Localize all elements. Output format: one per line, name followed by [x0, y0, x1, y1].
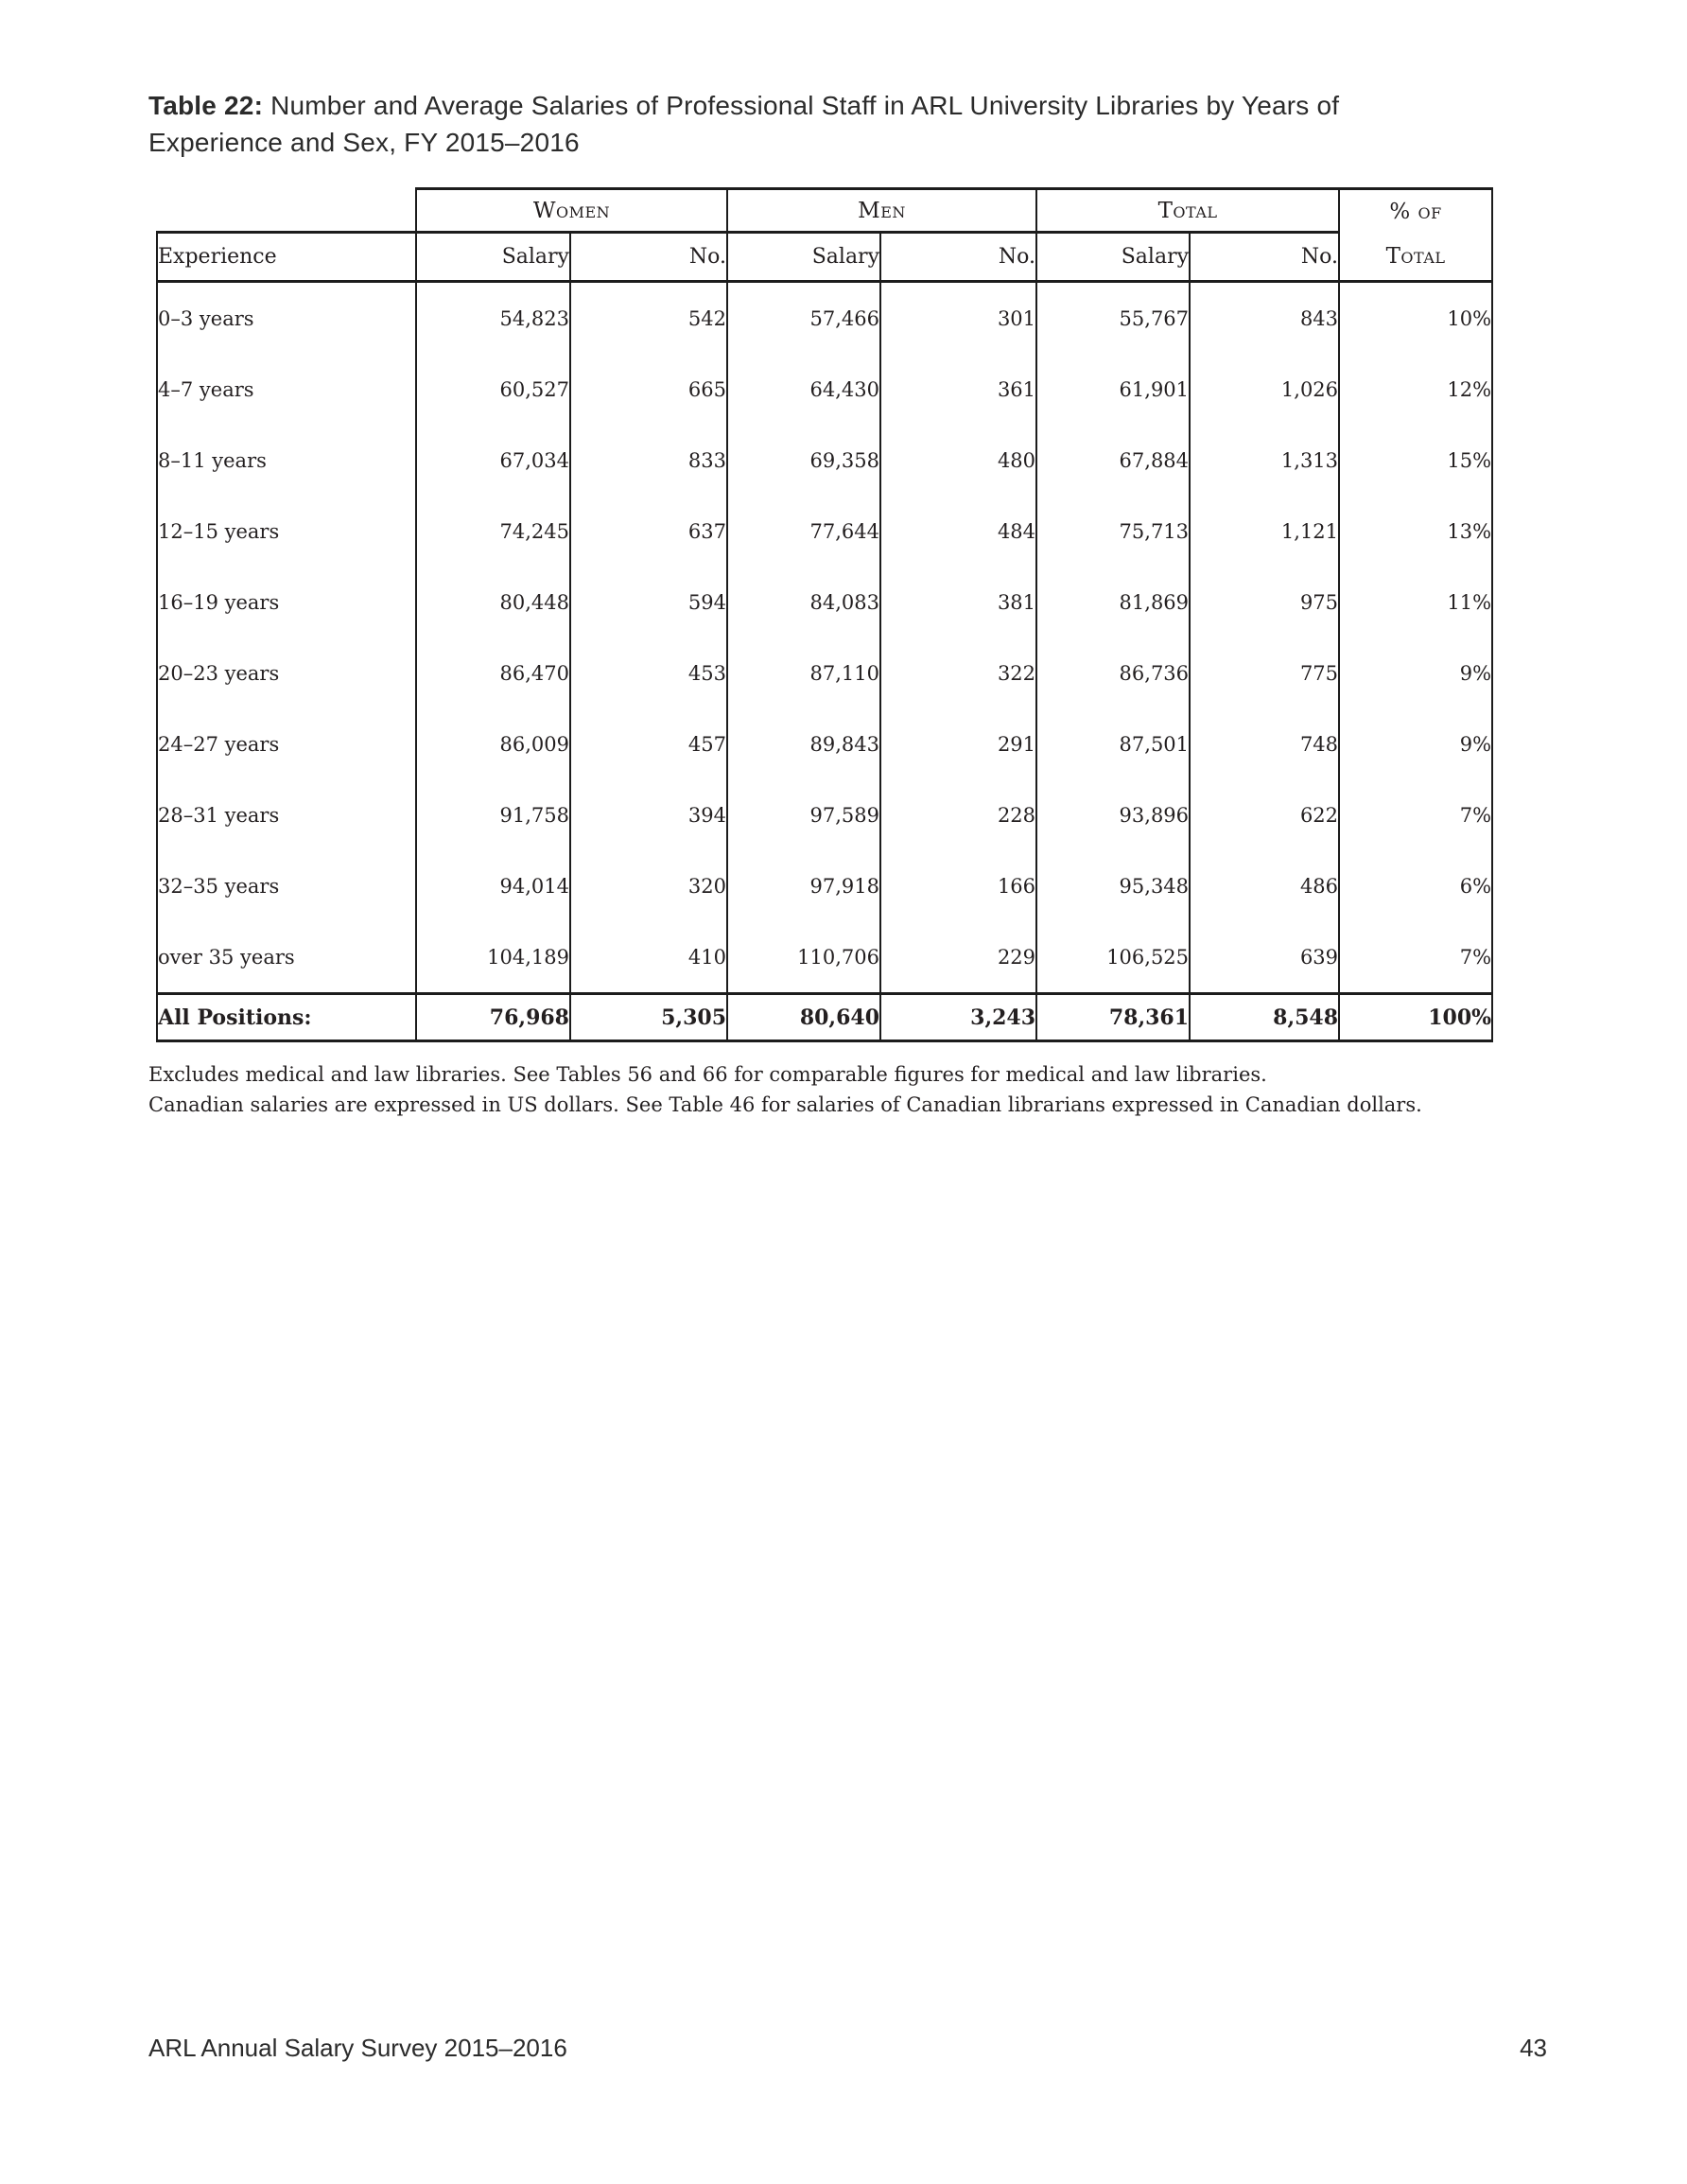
total-no-cell: 486 — [1190, 850, 1339, 921]
total-salary-cell: 95,348 — [1036, 850, 1190, 921]
table-title — [148, 87, 1472, 161]
pct-cell: 9% — [1339, 638, 1492, 708]
table-row — [157, 921, 1492, 994]
men-no-cell: 166 — [880, 850, 1036, 921]
men-salary-cell: 69,358 — [727, 425, 880, 496]
footnote-line-2: Canadian salaries are expressed in US dollars. See Table 46 for salaries of Canadian librarians expressed in Canadian dollars. — [148, 1093, 1422, 1116]
total-no-total: 8,548 — [1190, 994, 1339, 1041]
group-header-men: Men — [727, 189, 1036, 233]
men-no-cell: 361 — [880, 354, 1036, 425]
men-salary-cell: 84,083 — [727, 567, 880, 638]
women-salary-cell: 86,009 — [416, 708, 570, 779]
women-salary-cell: 54,823 — [416, 282, 570, 355]
page-number: 43 — [1520, 2034, 1547, 2062]
salary-table — [156, 187, 1493, 1042]
women-no-cell: 410 — [570, 921, 727, 994]
total-no-cell: 639 — [1190, 921, 1339, 994]
table-row — [157, 282, 1492, 355]
men-no-cell: 291 — [880, 708, 1036, 779]
table-row — [157, 354, 1492, 425]
women-no-cell: 665 — [570, 354, 727, 425]
total-no-header: No. — [1190, 233, 1339, 282]
footnote-line-1: Excludes medical and law libraries. See Tables 56 and 66 for comparable figures for medical and law libraries. — [148, 1063, 1267, 1086]
women-no-total: 5,305 — [570, 994, 727, 1041]
women-no-cell: 457 — [570, 708, 727, 779]
men-no-cell: 484 — [880, 496, 1036, 567]
total-salary-cell: 93,896 — [1036, 779, 1190, 850]
total-no-cell: 748 — [1190, 708, 1339, 779]
experience-cell: 32–35 years — [157, 850, 416, 921]
men-no-cell: 322 — [880, 638, 1036, 708]
total-no-cell: 1,026 — [1190, 354, 1339, 425]
table-row — [157, 779, 1492, 850]
experience-cell: over 35 years — [157, 921, 416, 994]
table-row — [157, 425, 1492, 496]
experience-cell: 24–27 years — [157, 708, 416, 779]
total-salary-header: Salary — [1036, 233, 1190, 282]
total-salary-cell: 67,884 — [1036, 425, 1190, 496]
men-salary-total: 80,640 — [727, 994, 880, 1041]
women-no-cell: 833 — [570, 425, 727, 496]
total-no-cell: 1,313 — [1190, 425, 1339, 496]
men-salary-cell: 87,110 — [727, 638, 880, 708]
women-salary-cell: 74,245 — [416, 496, 570, 567]
table-row — [157, 708, 1492, 779]
pct-cell: 10% — [1339, 282, 1492, 355]
experience-cell: 4–7 years — [157, 354, 416, 425]
pct-cell: 7% — [1339, 921, 1492, 994]
women-no-cell: 637 — [570, 496, 727, 567]
pct-total: 100% — [1339, 994, 1492, 1041]
pct-header-line2: Total — [1385, 244, 1446, 269]
all-positions-row — [157, 994, 1492, 1041]
women-salary-header: Salary — [416, 233, 570, 282]
column-header-row — [157, 233, 1492, 282]
table-row — [157, 850, 1492, 921]
total-salary-cell: 87,501 — [1036, 708, 1190, 779]
women-salary-cell: 94,014 — [416, 850, 570, 921]
table-row — [157, 567, 1492, 638]
women-salary-cell: 86,470 — [416, 638, 570, 708]
total-no-cell: 975 — [1190, 567, 1339, 638]
men-salary-cell: 64,430 — [727, 354, 880, 425]
women-no-cell: 320 — [570, 850, 727, 921]
total-salary-cell: 75,713 — [1036, 496, 1190, 567]
women-salary-cell: 67,034 — [416, 425, 570, 496]
women-salary-cell: 60,527 — [416, 354, 570, 425]
men-no-cell: 381 — [880, 567, 1036, 638]
group-header-row — [157, 189, 1492, 233]
women-no-cell: 453 — [570, 638, 727, 708]
total-no-cell: 622 — [1190, 779, 1339, 850]
table-title-text: Number and Average Salaries of Professional Staff in ARL University Libraries by Years of Experience and Sex, FY 2015–2016 — [148, 91, 1340, 157]
women-no-header: No. — [570, 233, 727, 282]
table-row — [157, 638, 1492, 708]
men-salary-cell: 77,644 — [727, 496, 880, 567]
men-salary-cell: 97,589 — [727, 779, 880, 850]
group-header-women: Women — [416, 189, 727, 233]
women-salary-cell: 80,448 — [416, 567, 570, 638]
men-no-cell: 301 — [880, 282, 1036, 355]
pct-cell: 9% — [1339, 708, 1492, 779]
women-no-cell: 594 — [570, 567, 727, 638]
total-salary-cell: 61,901 — [1036, 354, 1190, 425]
men-no-total: 3,243 — [880, 994, 1036, 1041]
men-no-cell: 229 — [880, 921, 1036, 994]
total-salary-cell: 81,869 — [1036, 567, 1190, 638]
total-salary-cell: 55,767 — [1036, 282, 1190, 355]
pct-cell: 12% — [1339, 354, 1492, 425]
men-salary-cell: 97,918 — [727, 850, 880, 921]
men-no-cell: 228 — [880, 779, 1036, 850]
total-no-cell: 843 — [1190, 282, 1339, 355]
experience-cell: 0–3 years — [157, 282, 416, 355]
experience-cell: 16–19 years — [157, 567, 416, 638]
pct-cell: 15% — [1339, 425, 1492, 496]
all-positions-label: All Positions: — [157, 994, 416, 1041]
pct-cell: 6% — [1339, 850, 1492, 921]
experience-header: Experience — [157, 233, 416, 282]
corner-cell — [157, 189, 416, 233]
experience-cell: 12–15 years — [157, 496, 416, 567]
total-salary-total: 78,361 — [1036, 994, 1190, 1041]
women-salary-cell: 104,189 — [416, 921, 570, 994]
total-no-cell: 775 — [1190, 638, 1339, 708]
men-no-cell: 480 — [880, 425, 1036, 496]
women-no-cell: 394 — [570, 779, 727, 850]
women-salary-cell: 91,758 — [416, 779, 570, 850]
group-header-total: Total — [1036, 189, 1339, 233]
table-footnotes — [148, 1059, 1491, 1120]
experience-cell: 8–11 years — [157, 425, 416, 496]
total-salary-cell: 106,525 — [1036, 921, 1190, 994]
women-salary-total: 76,968 — [416, 994, 570, 1041]
table-row — [157, 496, 1492, 567]
experience-cell: 28–31 years — [157, 779, 416, 850]
pct-cell: 13% — [1339, 496, 1492, 567]
men-salary-cell: 89,843 — [727, 708, 880, 779]
report-footer-title: ARL Annual Salary Survey 2015–2016 — [148, 2034, 567, 2062]
men-salary-cell: 110,706 — [727, 921, 880, 994]
men-salary-header: Salary — [727, 233, 880, 282]
total-salary-cell: 86,736 — [1036, 638, 1190, 708]
total-no-cell: 1,121 — [1190, 496, 1339, 567]
experience-cell: 20–23 years — [157, 638, 416, 708]
men-no-header: No. — [880, 233, 1036, 282]
pct-cell: 7% — [1339, 779, 1492, 850]
pct-cell: 11% — [1339, 567, 1492, 638]
table-title-label: Table 22: — [148, 91, 264, 120]
men-salary-cell: 57,466 — [727, 282, 880, 355]
pct-of-total-header — [1339, 189, 1492, 282]
women-no-cell: 542 — [570, 282, 727, 355]
pct-header-line1: % of — [1389, 199, 1442, 224]
